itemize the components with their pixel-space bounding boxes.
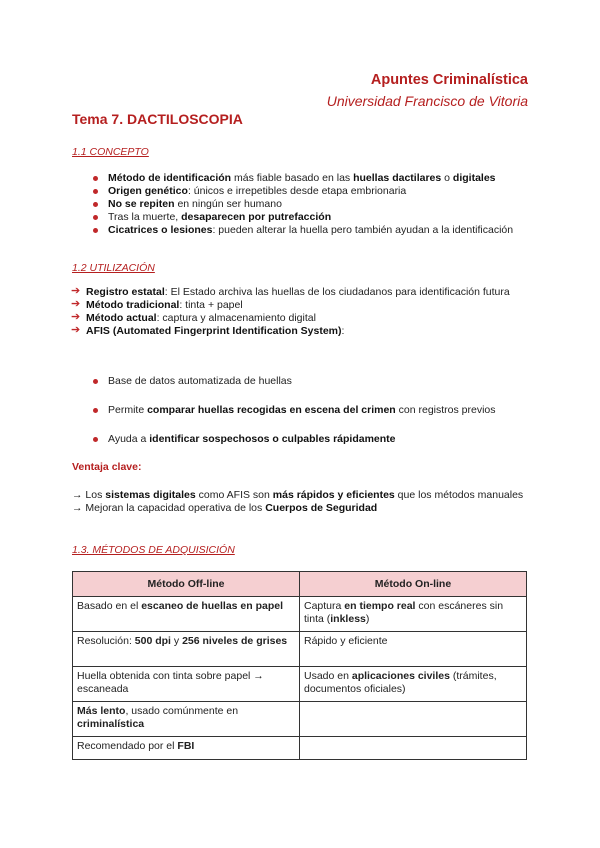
table-cell: Rápido y eficiente [300, 632, 527, 667]
table-cell: Más lento, usado comúnmente en criminalística [73, 702, 300, 737]
bullet-icon [93, 437, 98, 442]
arrow-right-icon: ➔ [71, 298, 81, 310]
list-item: Tras la muerte, desaparecen por putrefacción [93, 211, 533, 224]
topic-title: Tema 7. DACTILOSCOPIA [72, 111, 243, 127]
list-item: ➔ AFIS (Automated Fingerprint Identification System): [71, 324, 345, 337]
advantage-heading: Ventaja clave: [72, 461, 142, 473]
utilizacion-list [72, 286, 532, 338]
table-row [73, 597, 527, 632]
table-row [73, 667, 527, 702]
table-cell: Resolución: 500 dpi y 256 niveles de grises [73, 632, 300, 667]
table-cell: Captura en tiempo real con escáneres sin tinta (inkless) [300, 597, 527, 632]
list-item: No se repiten en ningún ser humano [93, 198, 533, 211]
list-item: Origen genético: únicos e irrepetibles desde etapa embrionaria [93, 185, 533, 198]
section-heading-utilizacion: 1.2 UTILIZACIÓN [72, 262, 155, 274]
list-item: Cicatrices o lesiones: pueden alterar la huella pero también ayudan a la identificación [93, 224, 533, 237]
concepto-list [93, 172, 533, 237]
header-title: Apuntes Criminalística [370, 72, 528, 88]
afis-item: Permite comparar huellas recogidas en escena del crimen con registros previos [93, 404, 548, 417]
table-row [73, 737, 527, 760]
table-row [73, 632, 527, 667]
section-heading-metodos: 1.3. MÉTODOS DE ADQUISICIÓN [72, 544, 235, 556]
table-cell: Usado en aplicaciones civiles (trámites, documentos oficiales) [300, 667, 527, 702]
methods-table [72, 571, 527, 760]
table-cell: Recomendado por el FBI [73, 737, 300, 760]
list-item: ➔ Método tradicional: tinta + papel [71, 298, 243, 311]
bullet-icon [93, 408, 98, 413]
column-header-offline: Método Off-line [73, 572, 300, 597]
list-item: Método de identificación más fiable basado en las huellas dactilares o digitales [93, 172, 533, 185]
list-item: ➔ Método actual: captura y almacenamiento digital [71, 311, 316, 324]
section-heading-concepto: 1.1 CONCEPTO [72, 146, 149, 158]
afis-item: Base de datos automatizada de huellas [93, 375, 548, 388]
table-cell: Basado en el escaneo de huellas en papel [73, 597, 300, 632]
table-cell [300, 737, 527, 760]
arrow-right-icon: ➔ [71, 311, 81, 323]
arrow-right-icon: ➔ [71, 285, 81, 297]
table-row [73, 702, 527, 737]
bullet-icon [93, 379, 98, 384]
header-subtitle: Universidad Francisco de Vitoria [326, 93, 528, 109]
advantage-line: → Los sistemas digitales como AFIS son más rápidos y eficientes que los métodos manuales [72, 489, 524, 501]
advantage-lines [72, 489, 532, 515]
table-header-row [73, 572, 527, 597]
afis-item: Ayuda a identificar sospechosos o culpables rápidamente [93, 433, 548, 446]
table-cell: Huella obtenida con tinta sobre papel → escaneada [73, 667, 300, 702]
column-header-online: Método On-line [300, 572, 527, 597]
list-item: ➔ Registro estatal: El Estado archiva las huellas de los ciudadanos para identificación futura [71, 285, 510, 298]
table-cell [300, 702, 527, 737]
arrow-right-icon: ➔ [71, 324, 81, 336]
advantage-line: → Mejoran la capacidad operativa de los Cuerpos de Seguridad [72, 502, 378, 514]
